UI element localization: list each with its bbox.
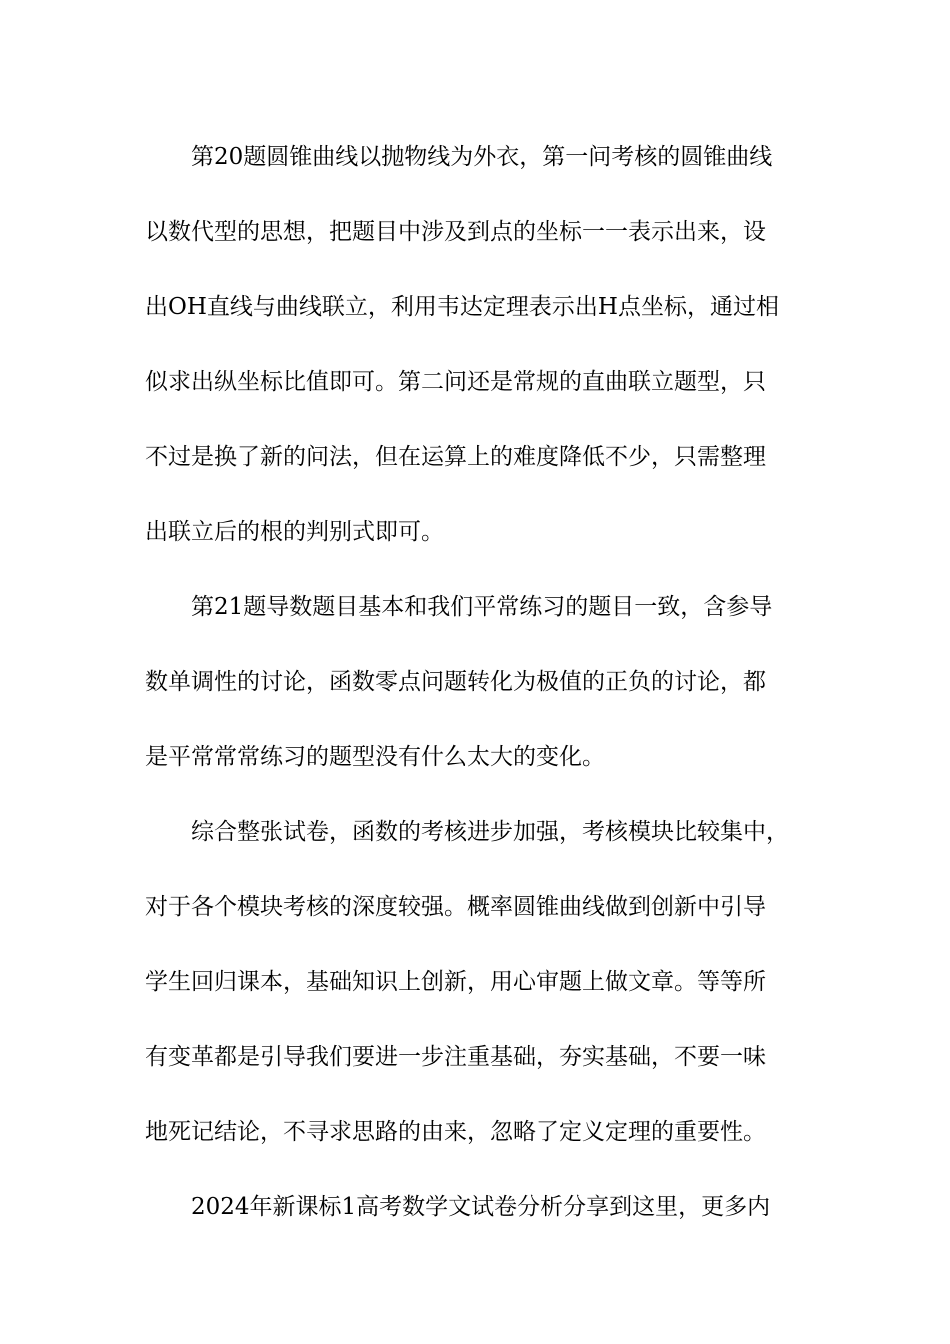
text-line: 出联立后的根的判别式即可。 [145,519,444,545]
text-line: 出OH直线与曲线联立，利用韦达定理表示出H点坐标，通过相 [145,294,779,320]
text-line: 综合整张试卷，函数的考核进步加强，考核模块比较集中， [191,819,789,845]
paragraph-closing [145,1170,810,1245]
text-line: 数单调性的讨论，函数零点问题转化为极值的正负的讨论，都 [145,669,766,695]
paragraph-20 [145,120,810,570]
text-line: 学生回归课本，基础知识上创新，用心审题上做文章。等等所 [145,969,766,995]
document-body [145,120,810,1245]
text-line: 第20题圆锥曲线以抛物线为外衣，第一问考核的圆锥曲线 [191,144,773,170]
text-line: 不过是换了新的问法，但在运算上的难度降低不少，只需整理 [145,444,766,470]
text-line: 第21题导数题目基本和我们平常练习的题目一致，含参导 [191,594,773,620]
text-line: 对于各个模块考核的深度较强。概率圆锥曲线做到创新中引导 [145,894,766,920]
paragraph-21 [145,570,810,795]
text-line: 以数代型的思想，把题目中涉及到点的坐标一一表示出来，设 [145,219,766,245]
text-line: 2024年新课标1高考数学文试卷分析分享到这里，更多内 [191,1194,771,1220]
paragraph-summary [145,795,810,1170]
text-line: 似求出纵坐标比值即可。第二问还是常规的直曲联立题型，只 [145,369,766,395]
text-line: 是平常常常练习的题型没有什么太大的变化。 [145,744,605,770]
text-line: 地死记结论，不寻求思路的由来，忽略了定义定理的重要性。 [145,1119,766,1145]
text-line: 有变革都是引导我们要进一步注重基础，夯实基础，不要一味 [145,1044,766,1070]
